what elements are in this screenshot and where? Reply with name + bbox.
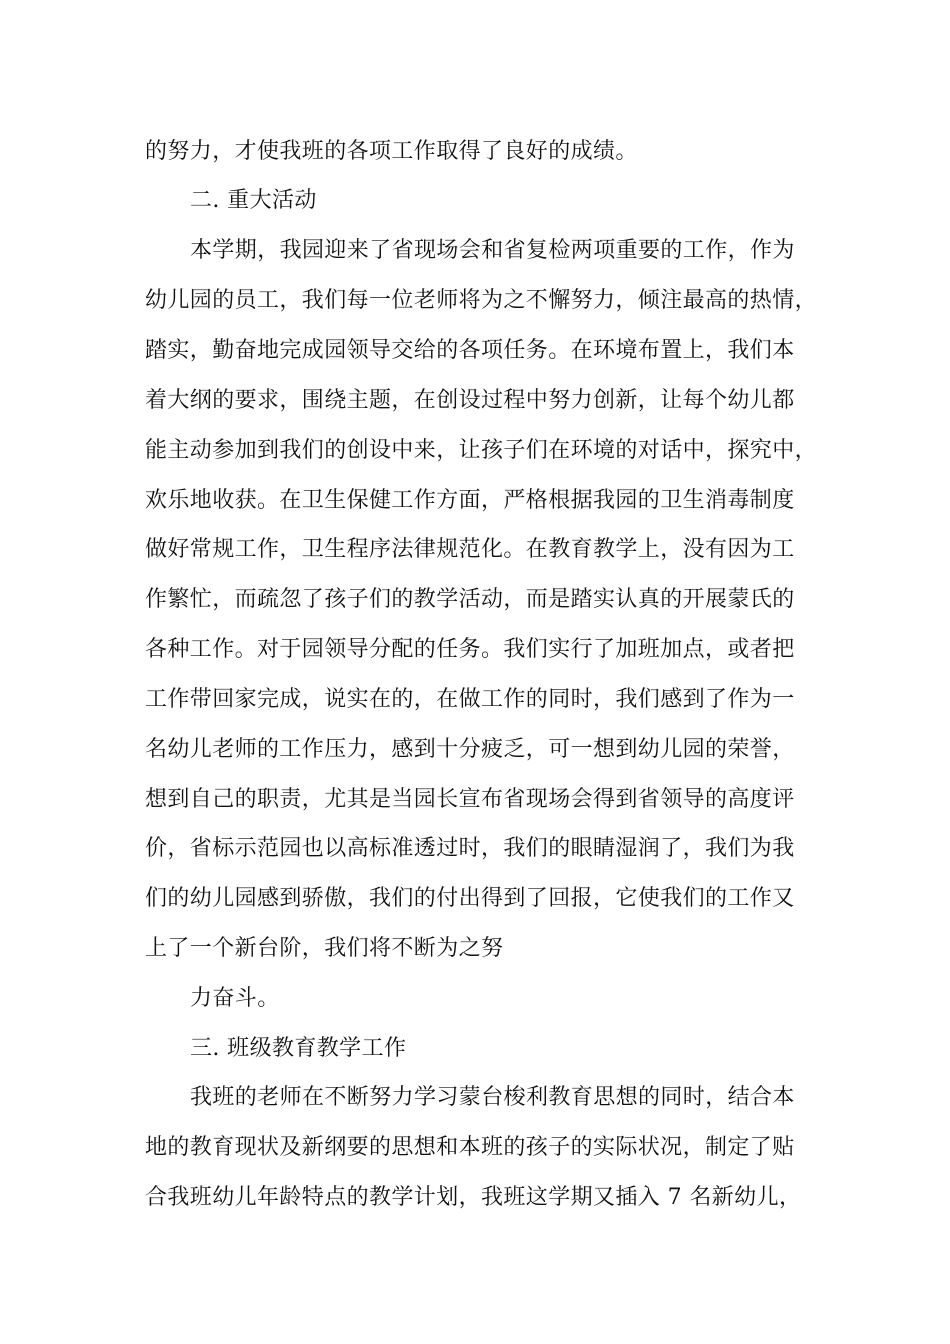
text-line-6: 着大纲的要求，围绕主题，在创设过程中努力创新，让每个幼儿都 — [145, 388, 795, 413]
text-line-22: 合我班幼儿年龄特点的教学计划，我班这学期又插入 7 名新幼儿， — [145, 1185, 802, 1210]
text-line-1: 的努力，才使我班的各项工作取得了良好的成绩。 — [145, 139, 638, 164]
section-heading-2: 二. 重大活动 — [190, 188, 317, 213]
section-heading-3: 三. 班级教育教学工作 — [190, 1036, 407, 1061]
text-line-8: 欢乐地收获。在卫生保健工作方面，严格根据我园的卫生消毒制度 — [145, 488, 795, 513]
text-line-10: 作繁忙，而疏忽了孩子们的教学活动，而是踏实认真的开展蒙氏的 — [145, 587, 795, 612]
text-line-18: 力奋斗。 — [190, 986, 280, 1011]
text-line-5: 踏实，勤奋地完成园领导交给的各项任务。在环境布置上，我们本 — [145, 338, 795, 363]
text-line-9: 做好常规工作，卫生程序法律规范化。在教育教学上，没有因为工 — [145, 537, 795, 562]
text-line-3: 本学期，我园迎来了省现场会和省复检两项重要的工作，作为 — [190, 238, 795, 263]
text-line-12: 工作带回家完成，说实在的，在做工作的同时，我们感到了作为一 — [145, 687, 795, 712]
text-line-16: 们的幼儿园感到骄傲，我们的付出得到了回报，它使我们的工作又 — [145, 886, 795, 911]
text-line-14: 想到自己的职责，尤其是当园长宣布省现场会得到省领导的高度评 — [145, 787, 795, 812]
text-line-4: 幼儿园的员工，我们每一位老师将为之不懈努力，倾注最高的热情， — [145, 288, 818, 313]
text-line-11: 各种工作。对于园领导分配的任务。我们实行了加班加点，或者把 — [145, 637, 795, 662]
text-line-7: 能主动参加到我们的创设中来，让孩子们在环境的对话中，探究中， — [145, 438, 818, 463]
text-line-15: 价，省标示范园也以高标准透过时，我们的眼睛湿润了，我们为我 — [145, 836, 795, 861]
text-line-20: 我班的老师在不断努力学习蒙台梭利教育思想的同时，结合本 — [190, 1085, 795, 1110]
text-line-17: 上了一个新台阶，我们将不断为之努 — [145, 936, 504, 961]
text-line-21: 地的教育现状及新纲要的思想和本班的孩子的实际状况，制定了贴 — [145, 1135, 795, 1160]
text-line-13: 名幼儿老师的工作压力，感到十分疲乏，可一想到幼儿园的荣誉， — [145, 737, 795, 762]
